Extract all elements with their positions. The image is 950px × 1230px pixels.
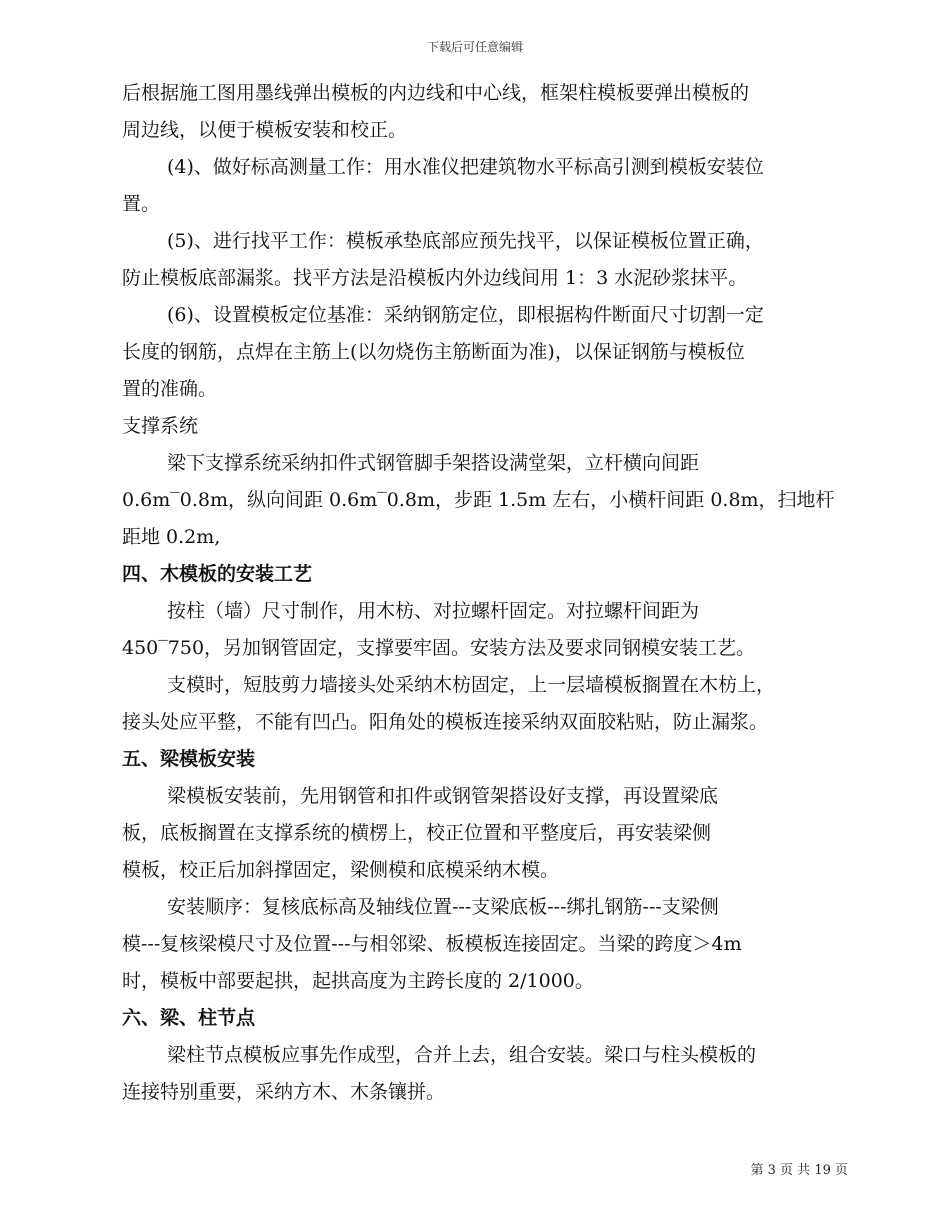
- text-line: 模板，校正后加斜撑固定，梁侧模和底模采纳木模。: [122, 859, 560, 881]
- text-line: 板，底板搁置在支撑系统的横楞上，校正位置和平整度后，再安装梁侧: [122, 822, 712, 844]
- section-heading-5: 五、梁模板安装: [122, 748, 256, 770]
- text-line: 0.6m‾0.8m，纵向间距 0.6m‾0.8m，步距 1.5m 左右，小横杆间距 0.8m，扫地杆: [122, 489, 835, 511]
- text-line: 安装顺序：复核底标高及轴线位置---支梁底板---绑扎钢筋---支梁侧: [167, 896, 719, 918]
- document-body: [122, 75, 852, 1111]
- text-line: 置。: [122, 193, 161, 215]
- text-line: 距地 0.2m,: [122, 526, 221, 548]
- text-line: (5)、进行找平工作：模板承垫底部应预先找平，以保证模板位置正确，: [167, 230, 764, 252]
- text-line: 时，模板中部要起拱，起拱高度为主跨长度的 2/1000。: [122, 970, 594, 992]
- page-footer: 第 3 页 共 19 页: [750, 1163, 848, 1178]
- text-line: 连接特别重要，采纳方木、木条镶拼。: [122, 1081, 446, 1103]
- text-line: 450‾750，另加钢管固定，支撑要牢固。安装方法及要求同钢模安装工艺。: [122, 637, 756, 659]
- text-line: 模---复核梁模尺寸及位置---与相邻梁、板模板连接固定。当梁的跨度＞4m: [122, 933, 742, 955]
- text-line: 接头处应平整，不能有凹凸。阳角处的模板连接采纳双面胶粘贴，防止漏浆。: [122, 711, 769, 733]
- subheading-support-system: 支撑系统: [122, 415, 199, 437]
- text-line: 长度的钢筋，点焊在主筋上(以勿烧伤主筋断面为准)，以保证钢筋与模板位: [122, 341, 745, 363]
- text-line: 支模时，短肢剪力墙接头处采纳木枋固定，上一层墙模板搁置在木枋上，: [167, 674, 776, 696]
- text-line: 周边线，以便于模板安装和校正。: [122, 119, 408, 141]
- text-line: (4)、做好标高测量工作：用水准仪把建筑物水平标高引测到模板安装位: [167, 156, 764, 178]
- text-line: (6)、设置模板定位基准：采纳钢筋定位，即根据构件断面尺寸切割一定: [167, 304, 764, 326]
- text-line: 梁柱节点模板应事先作成型，合并上去，组合安装。梁口与柱头模板的: [167, 1044, 757, 1066]
- text-line: 按柱（墙）尺寸制作，用木枋、对拉螺杆固定。对拉螺杆间距为: [167, 600, 700, 622]
- text-line: 梁模板安装前，先用钢管和扣件或钢管架搭设好支撑，再设置梁底: [167, 785, 719, 807]
- text-line: 防止模板底部漏浆。找平方法是沿模板内外边线间用 1：3 水泥砂浆抹平。: [122, 267, 748, 289]
- section-heading-6: 六、梁、柱节点: [122, 1007, 256, 1029]
- text-line: 梁下支撑系统采纳扣件式钢管脚手架搭设满堂架，立杆横向间距: [167, 452, 700, 474]
- page-header: 下载后可任意编辑: [426, 40, 523, 54]
- text-line: 置的准确。: [122, 378, 218, 400]
- text-line: 后根据施工图用墨线弹出模板的内边线和中心线，框架柱模板要弹出模板的: [122, 82, 750, 104]
- section-heading-4: 四、木模板的安装工艺: [122, 563, 313, 585]
